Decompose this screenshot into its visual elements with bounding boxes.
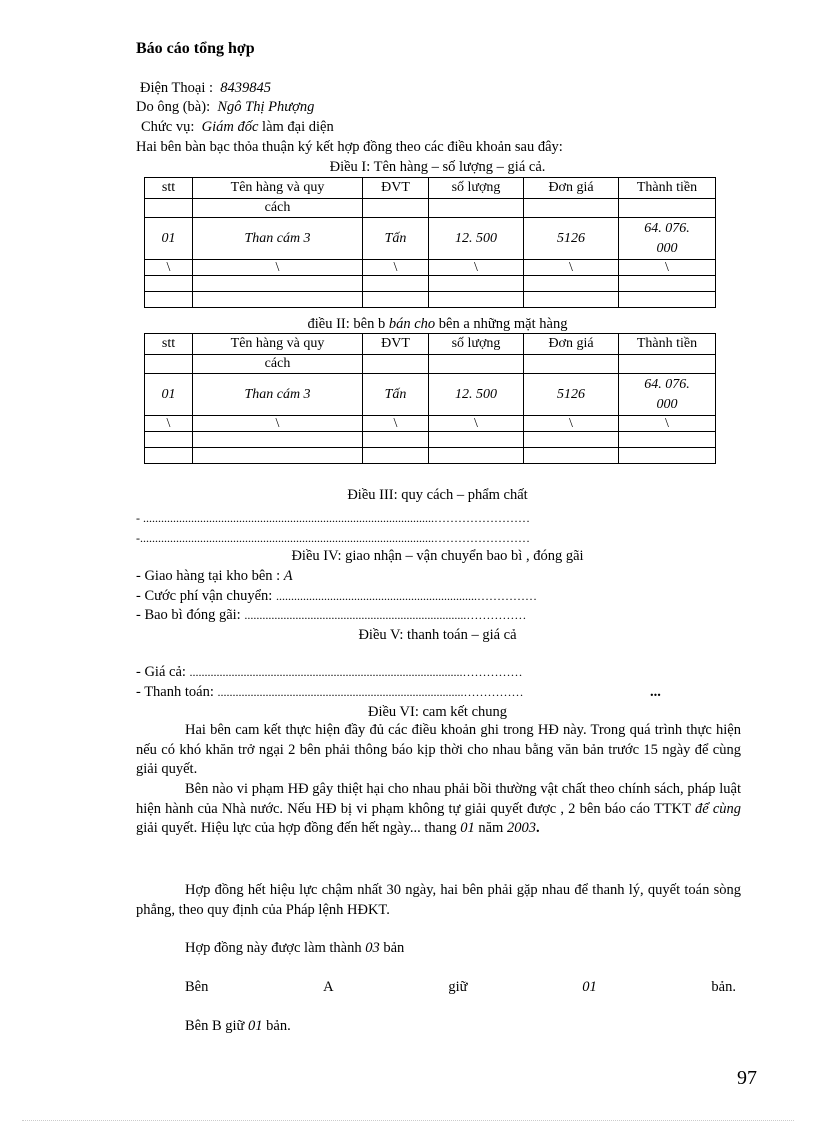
header-cell: Tên hàng và quy	[193, 334, 363, 355]
cell-name: Than cám 3	[193, 374, 363, 416]
header-cell: số lượng	[429, 334, 524, 355]
packing-line: - Bao bì đóng gãi: ..........................................................................……………	[136, 607, 527, 623]
article-3-title: Điều III: quy cách – phẩm chất	[347, 487, 528, 503]
party-a-copies: Bên A giữ 01 bản.	[185, 979, 736, 995]
table-row	[145, 374, 716, 416]
representative-label: Do ông (bà):	[136, 99, 211, 115]
article-2-title: điều II: bên b bán cho bên a những mặt hàng	[307, 316, 568, 332]
goods-table-1	[144, 177, 716, 308]
quality-line-1: - .................................................................................................……………………	[136, 511, 530, 525]
header-cell: ĐVT	[363, 334, 429, 355]
cell-price: 5126	[524, 374, 619, 416]
table-row-empty	[145, 276, 716, 292]
cell-stt: 01	[145, 374, 193, 416]
goods-table-2	[144, 333, 716, 464]
cell-quantity: 12. 500	[429, 218, 524, 260]
position-label: Chức vụ:	[141, 119, 195, 135]
article-5-title: Điều V: thanh toán – giá cả	[358, 627, 517, 643]
delivery-line: - Giao hàng tại kho bên : A	[136, 568, 293, 584]
table-header-row	[145, 178, 716, 199]
table-row	[145, 218, 716, 260]
price-line: - Giá cả: ...........................................................................................……………	[136, 664, 523, 680]
page-bottom-divider	[22, 1120, 794, 1121]
header-cell: Thành tiền	[619, 178, 716, 199]
table-row-empty	[145, 448, 716, 464]
cell-unit: Tấn	[363, 374, 429, 416]
freight-line: - Cước phí vận chuyển: ...................................................................……………	[136, 588, 537, 604]
header-cell: Tên hàng và quy	[193, 178, 363, 199]
copies-line: Hợp đồng này được làm thành 03 bản	[185, 940, 405, 956]
cell-stt: 01	[145, 218, 193, 260]
header-cell: stt	[145, 178, 193, 199]
header-cell: ĐVT	[363, 178, 429, 199]
commitment-paragraph-3: Hợp đồng hết hiệu lực chậm nhất 30 ngày, hai bên phải gặp nhau để thanh lý, quyết toán sòng phẳng, theo quy định của Pháp lệnh HĐKT.	[136, 882, 741, 918]
table-header-cont-row	[145, 199, 716, 218]
cell-total: 64. 076. 000	[619, 218, 716, 260]
quality-line-2: -..................................................................................................……………………	[136, 531, 530, 545]
article-6-title: Điều VI: cam kết chung	[367, 704, 508, 720]
cell-unit: Tấn	[363, 218, 429, 260]
table-row-empty	[145, 432, 716, 448]
commitment-paragraph-1: Hai bên cam kết thực hiện đầy đủ các điều khoản ghi trong HĐ này. Trong quá trình thực hiện nếu có khó khăn trở ngại 2 bên phải thông báo kịp thời cho nhau bằng văn bản trước 15 ngày để cùng giải quyết.	[136, 722, 741, 777]
position-value: Giám đốc	[201, 119, 259, 135]
phone-line	[140, 79, 271, 97]
header-cell-cont: cách	[193, 355, 363, 374]
representative-value: Ngô Thị Phượng	[217, 99, 315, 115]
article-1-title: Điều I: Tên hàng – số lượng – giá cả.	[329, 159, 546, 175]
article-4-title: Điều IV: giao nhận – vận chuyển bao bì , đóng gãi	[291, 548, 584, 564]
cell-name: Than cám 3	[193, 218, 363, 260]
representative-line	[136, 98, 314, 116]
table-header-row	[145, 334, 716, 355]
cell-quantity: 12. 500	[429, 374, 524, 416]
position-suffix: làm đại diện	[262, 119, 334, 135]
header-cell: Thành tiền	[619, 334, 716, 355]
header-cell: stt	[145, 334, 193, 355]
intro-text: Hai bên bàn bạc thỏa thuận ký kết hợp đồng theo các điều khoản sau đây:	[136, 139, 563, 155]
page-title: Báo cáo tổng hợp	[136, 40, 255, 57]
table-row-marker: \ \ \ \ \ \	[145, 416, 716, 432]
table-row-marker: \ \ \ \ \ \	[145, 260, 716, 276]
cell-total: 64. 076. 000	[619, 374, 716, 416]
cell-price: 5126	[524, 218, 619, 260]
phone-label: Điện Thoại :	[140, 80, 214, 96]
header-cell: số lượng	[429, 178, 524, 199]
payment-line: - Thanh toán: ..................................................................................……………	[136, 684, 524, 700]
commitment-paragraph-2: Bên nào vi phạm HĐ gây thiệt hại cho nhau phải bồi thường vật chất theo chính sách, pháp luật hiện hành của Nhà nước. Nếu HĐ bị vi phạm không tự giải quyết được , 2 bên báo cáo TTKT để cùng giải quyết. Hiệu lực của hợp đồng đến hết ngày... thang 01 năm 2003.	[136, 781, 742, 836]
table-row-empty	[145, 292, 716, 308]
header-cell-cont: cách	[193, 199, 363, 218]
party-b-copies: Bên B giữ 01 bản.	[185, 1018, 291, 1034]
phone-value: 8439845	[220, 80, 272, 96]
header-cell: Đơn giá	[524, 334, 619, 355]
payment-ellipsis: ...	[650, 684, 661, 700]
position-line	[141, 118, 334, 136]
header-cell: Đơn giá	[524, 178, 619, 199]
table-header-cont-row	[145, 355, 716, 374]
page-number: 97	[737, 1067, 757, 1089]
